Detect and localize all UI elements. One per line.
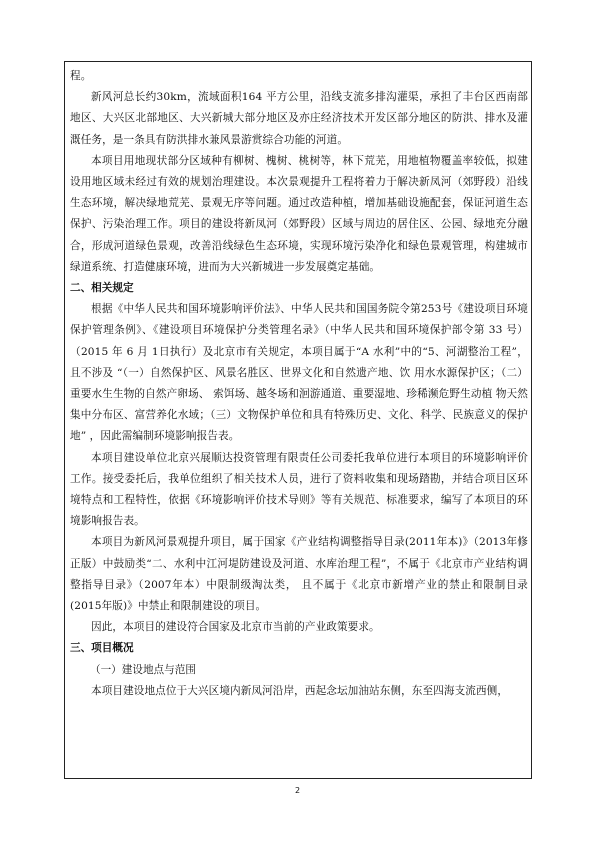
- paragraph-industry-policy: 本项目为新风河景观提升项目，属于国家《产业结构调整指导目录(2011年本)》（2013年修正版）中鼓励类“二、水利中江河堤防建设及河道、水库治理工程”，不属于《北京市产业结构调整指导目录》（2007年本）中限制级淘汰类， 且不属于《北京市新增产业的禁止和限制目录(2015年版)》中禁止和限制建设的项目。: [70, 536, 528, 613]
- paragraph-river-overview: 新风河总长约30km，流域面积164 平方公里，沿线支流多排沟灌渠，承担了丰台区西南部地区、大兴区北部地区、大兴新城大部分地区及亦庄经济技术开发区部分地区的防洪、排水及灌溉任务，是一条具有防洪排水兼风景游赏综合功能的河道。: [70, 91, 528, 146]
- paragraph-location: 本项目建设地点位于大兴区境内新凤河沿岸，西起念坛加油站东侧，东至四海支流西侧，: [91, 684, 509, 697]
- paragraph-continuation: 程。: [70, 70, 92, 82]
- paragraph-site-status: 本项目用地现状部分区域种有柳树、槐树、桃树等，林下荒芜，用地植物覆盖率较低，拟建设用地区域未经过有效的规划治理建设。本次景观提升工程将着力于解决新凤河（郊野段）沿线生态环境，解决绿地荒芜、景观无序等问题。通过改造种植，增加基础设施配套，保证河道生态保护、污染治理工作。项目的建设将新凤河（郊野段）区域与周边的居住区、公园、绿地充分融合，形成河道绿色景观，改善沿线绿色生态环境，实现环境污染净化和绿色景观管理，构建城市绿道系统、打造健康环境，进而为大兴新城进一步发展奠定基础。: [70, 154, 528, 273]
- paragraph-commission: 本项目建设单位北京兴展顺达投资管理有限责任公司委托我单位进行本项目的环境影响评价工作。接受委托后，我单位组织了相关技术人员，进行了资料收集和现场踏勘，并结合项目区环境特点和工程特性，依据《环境影响评价技术导则》等有关规范、标准要求，编写了本项目的环境影响报告表。: [70, 451, 528, 528]
- paragraph-legal-basis: 根据《中华人民共和国环境影响评价法》、中华人民共和国国务院令第253号《建设项目环境保护管理条例》、《建设项目环境保护分类管理名录》（中华人民共和国环境保护部令第 33 号）（2015 年 6 月 1日执行）及北京市有关规定，本项目属于“A 水利”中的“5、河湖整治工程”，且不涉及 “（一）自然保护区、风景名胜区、世界文化和自然遗产地、饮 用水水源保护区；（二）重要水生生物的自然产卵场、 索饵场、越冬场和洄游通道、重要湿地、珍稀濒危野生动植 物天然集中分布区、富营养化水域；（三）文物保护单位和具有特殊历史、文化、科学、民族意义的保护地” ，因此需编制环境影响报告表。: [70, 303, 528, 443]
- document-body: [70, 66, 528, 702]
- paragraph-conclusion: 因此，本项目的建设符合国家及北京市当前的产业政策要求。: [91, 621, 380, 634]
- page-number: 2: [294, 786, 301, 795]
- section-heading-overview: 三、项目概况: [70, 642, 134, 655]
- section-heading-regulations: 二、相关规定: [70, 282, 134, 295]
- subheading-location: （一）建设地点与范围: [90, 663, 196, 676]
